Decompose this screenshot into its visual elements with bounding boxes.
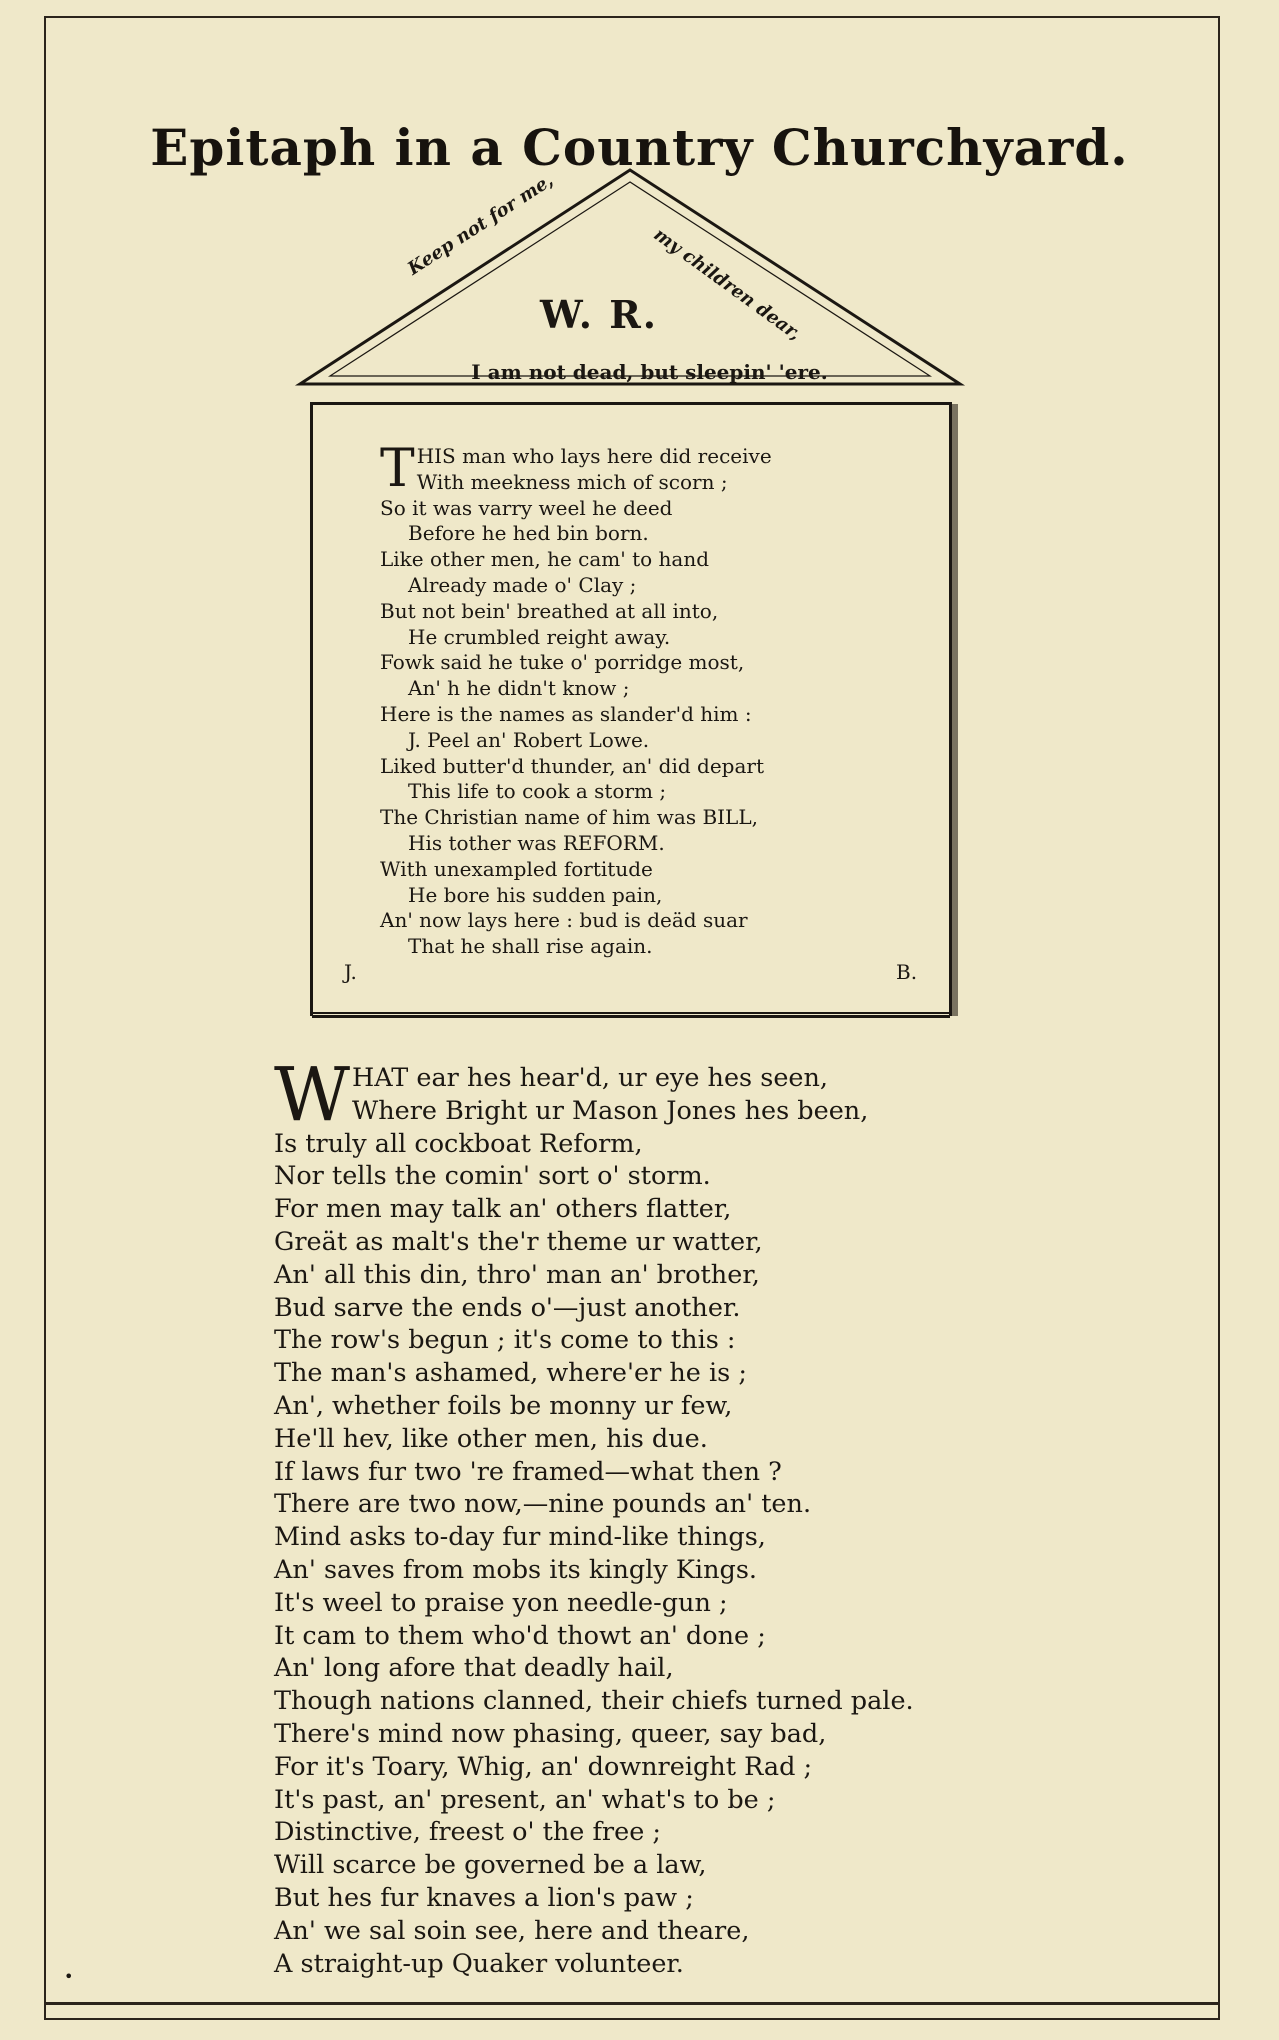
poem-line: Is truly all cockboat Reform,	[274, 1128, 643, 1159]
epitaph-line: With unexampled fortitude	[380, 856, 653, 881]
arch-text-right: my children dear,	[649, 224, 805, 345]
headstone-gable	[290, 162, 970, 392]
poem-line: For it's Toary, Whig, an' downreight Rad ;	[274, 1751, 813, 1782]
poem-line: Greät as malt's the'r theme ur watter,	[274, 1226, 763, 1257]
poem-line: An' we sal soin see, here and theare,	[274, 1915, 750, 1946]
epitaph-line: But not bein' breathed at all into,	[380, 598, 719, 623]
epitaph-line: An' h he didn't know ;	[408, 676, 630, 701]
epitaph-lines	[380, 439, 900, 960]
poem-line: An' long afore that deadly hail,	[274, 1653, 674, 1684]
epitaph-line: HIS man who lays here did receive	[416, 444, 772, 468]
poem-line: Bud sarve the ends o'—just another.	[274, 1292, 741, 1323]
epitaph-line: Fowk said he tuke o' porridge most,	[380, 650, 745, 675]
poem-line: A straight-up Quaker volunteer.	[274, 1948, 684, 1979]
tomb-base	[312, 1012, 950, 1018]
poem-line: Though nations clanned, their chiefs turned pale.	[274, 1686, 914, 1717]
epitaph-line: That he shall rise again.	[408, 934, 653, 959]
poem-line: Nor tells the comin' sort o' storm.	[274, 1161, 711, 1192]
epitaph-line: Before he hed bin born.	[408, 521, 649, 546]
arch-text-left: Keep not for me,	[404, 169, 558, 280]
poem-line: The row's begun ; it's come to this :	[274, 1325, 736, 1356]
epitaph-line: The Christian name of him was BILL,	[380, 805, 758, 830]
signature-right: B.	[896, 960, 918, 984]
poem-line-1: HAT ear hes hear'd, ur eye hes seen,	[352, 1063, 829, 1093]
poem-line: Mind asks to-day fur mind-like things,	[274, 1522, 766, 1553]
poem-line: There's mind now phasing, queer, say bad,	[274, 1718, 827, 1749]
signature-left: J.	[344, 960, 357, 984]
epitaph-line: He crumbled reight away.	[408, 624, 671, 649]
poem-line: An', whether foils be monny ur few,	[274, 1390, 733, 1421]
poem-line: An' saves from mobs its kingly Kings.	[274, 1554, 758, 1585]
epitaph-dropcap: T	[380, 439, 415, 499]
poem-line: It's past, an' present, an' what's to be ;	[274, 1784, 776, 1815]
page-title: Epitaph in a Country Churchyard.	[150, 117, 1129, 177]
headstone-initials: W. R.	[540, 292, 659, 337]
epitaph-line: Liked butter'd thunder, an' did depart	[380, 753, 764, 778]
bottom-rule	[44, 2002, 1220, 2005]
poem-line-2: Where Bright ur Mason Jones hes been,	[352, 1095, 869, 1126]
epitaph-line: Here is the names as slander'd him :	[380, 701, 752, 726]
epitaph-text	[380, 439, 900, 960]
poem-line: The man's ashamed, where'er he is ;	[274, 1358, 747, 1389]
margin-mark: •	[64, 1967, 74, 1986]
poem-first-lines	[352, 1062, 868, 1128]
poem-body	[274, 1128, 914, 1981]
epitaph-line: Like other men, he cam' to hand	[380, 547, 710, 572]
poem-line: For men may talk an' others flatter,	[274, 1194, 732, 1225]
sleeping-line: I am not dead, but sleepin' 'ere.	[471, 360, 828, 384]
poem-line: He'll hev, like other men, his due.	[274, 1423, 708, 1454]
epitaph-line: With meekness mich of scorn ;	[416, 469, 728, 494]
poem-line: If laws fur two 're framed—what then ?	[274, 1456, 782, 1487]
poem-line: But hes fur knaves a lion's paw ;	[274, 1882, 694, 1913]
epitaph-line: Already made o' Clay ;	[408, 572, 637, 597]
poem-line: An' all this din, thro' man an' brother,	[274, 1259, 760, 1290]
poem-line: It's weel to praise yon needle-gun ;	[274, 1587, 728, 1618]
epitaph-line: This life to cook a storm ;	[408, 779, 667, 804]
poem-line: It cam to them who'd thowt an' done ;	[274, 1620, 766, 1651]
epitaph-line: His tother was REFORM.	[408, 830, 665, 855]
epitaph-line: J. Peel an' Robert Lowe.	[408, 727, 650, 752]
poem-line: There are two now,—nine pounds an' ten.	[274, 1489, 812, 1520]
epitaph-line: So it was varry weel he deed	[380, 495, 673, 520]
epitaph-line: He bore his sudden pain,	[408, 882, 663, 907]
tomb-shadow	[952, 404, 958, 1016]
poem-line: Will scarce be governed be a law,	[274, 1850, 707, 1881]
poem-dropcap: W	[274, 1052, 351, 1138]
epitaph-line: An' now lays here : bud is deäd suar	[380, 908, 748, 933]
poem-line: Distinctive, freest o' the free ;	[274, 1817, 661, 1848]
